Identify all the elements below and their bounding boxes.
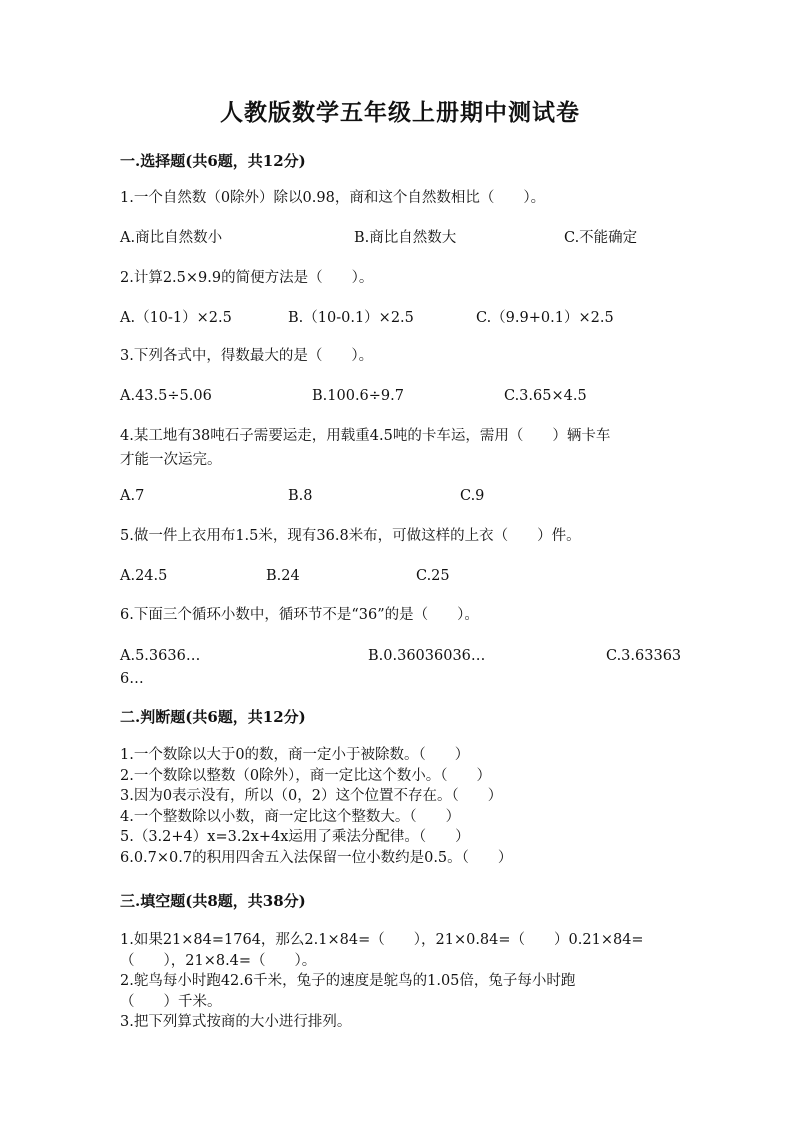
option-c: C.3.63363 — [606, 648, 682, 664]
section-heading-judge: 二.判断题(共6题，共12分) — [120, 708, 306, 726]
section-heading-choice: 一.选择题(共6题，共12分) — [120, 152, 306, 170]
fill-q2-line2: （ ）千米。 — [120, 993, 222, 1010]
option-b: B.0.36036036… — [368, 648, 486, 664]
option-a: A.商比自然数小 — [120, 230, 223, 246]
option-c: C.9 — [460, 488, 485, 504]
judge-item-2: 2.一个数除以整数（0除外），商一定比这个数小。（ ） — [120, 767, 492, 784]
option-c: C.（9.9+0.1）×2.5 — [476, 310, 614, 326]
fill-q1-line2: （ ），21×8.4=（ ）。 — [120, 952, 317, 969]
choice-q3-stem: 3.下列各式中，得数最大的是（ ）。 — [120, 348, 374, 364]
option-a: A.7 — [120, 488, 145, 504]
page-title: 人教版数学五年级上册期中测试卷 — [220, 99, 580, 126]
choice-q6-option-c-continued: 6… — [120, 671, 144, 687]
fill-q1-line1: 1.如果21×84=1764，那么2.1×84=（ ），21×0.84=（ ）0.21×84= — [120, 932, 644, 948]
choice-q2-stem: 2.计算2.5×9.9的简便方法是（ ）。 — [120, 270, 374, 286]
fill-q3: 3.把下列算式按商的大小进行排列。 — [120, 1014, 352, 1030]
option-b: B.100.6÷9.7 — [312, 388, 404, 404]
choice-q4-stem-line1: 4.某工地有38吨石子需要运走，用载重4.5吨的卡车运，需用（ ）辆卡车 — [120, 428, 611, 444]
choice-q4-stem-line2: 才能一次运完。 — [120, 452, 222, 468]
choice-q5-stem: 5.做一件上衣用布1.5米，现有36.8米布，可做这样的上衣（ ）件。 — [120, 528, 581, 544]
option-c: C.3.65×4.5 — [504, 388, 587, 404]
judge-item-5: 5.（3.2+4）x=3.2x+4x运用了乘法分配律。（ ） — [120, 829, 470, 845]
judge-item-4: 4.一个整数除以小数，商一定比这个整数大。（ ） — [120, 808, 461, 825]
option-c: C.25 — [416, 568, 450, 584]
fill-q2-line1: 2.鸵鸟每小时跑42.6千米，兔子的速度是鸵鸟的1.05倍，兔子每小时跑 — [120, 973, 576, 989]
judge-item-6: 6.0.7×0.7的积用四舍五入法保留一位小数约是0.5。（ ） — [120, 849, 513, 866]
judge-item-3: 3.因为0表示没有，所以（0，2）这个位置不存在。（ ） — [120, 788, 503, 804]
judge-item-1: 1.一个数除以大于0的数，商一定小于被除数。（ ） — [120, 747, 470, 763]
option-c: C.不能确定 — [564, 230, 638, 246]
option-a: A.（10-1）×2.5 — [120, 310, 232, 326]
section-heading-fill: 三.填空题(共8题，共38分) — [120, 892, 306, 910]
option-b: B.24 — [266, 568, 300, 584]
choice-q1-stem: 1.一个自然数（0除外）除以0.98，商和这个自然数相比（ ）。 — [120, 190, 546, 206]
option-b: B.（10-0.1）×2.5 — [288, 310, 414, 326]
option-a: A.5.3636… — [120, 648, 201, 664]
choice-q6-stem: 6.下面三个循环小数中，循环节不是“36”的是（ ）。 — [120, 607, 479, 623]
option-a: A.43.5÷5.06 — [120, 388, 212, 404]
option-a: A.24.5 — [120, 568, 168, 584]
option-b: B.商比自然数大 — [354, 230, 457, 246]
option-b: B.8 — [288, 488, 313, 504]
